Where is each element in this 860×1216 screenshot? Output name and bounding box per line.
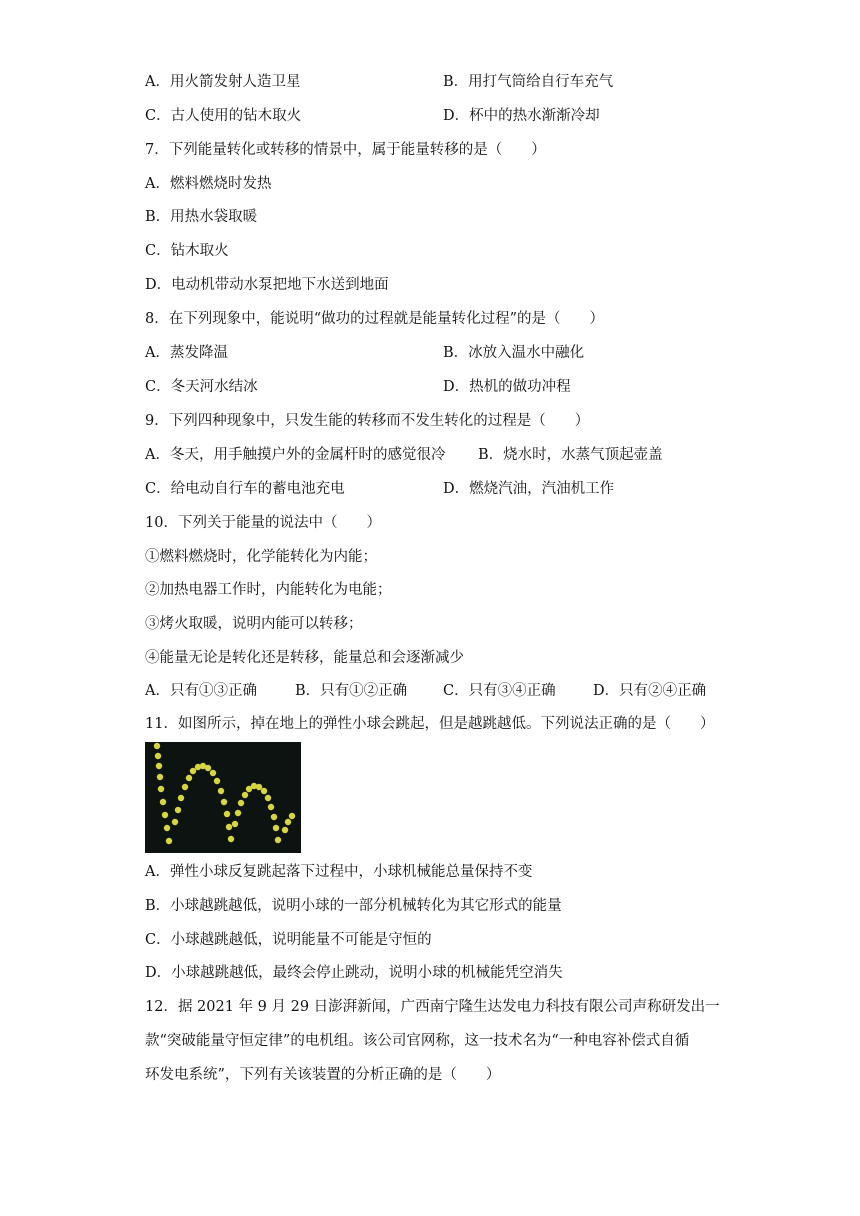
q11-option-c[interactable]: C．小球越跳越低，说明能量不可能是守恒的 bbox=[145, 932, 432, 948]
q10-statement-4: ④能量无论是转化还是转移，能量总和会逐渐减少 bbox=[145, 650, 464, 666]
q8-option-c[interactable]: C．冬天河水结冰 bbox=[145, 379, 258, 395]
q11-option-d[interactable]: D．小球越跳越低，最终会停止跳动，说明小球的机械能凭空消失 bbox=[145, 965, 563, 981]
q10-stem: 10．下列关于能量的说法中（ ） bbox=[145, 515, 381, 531]
q6-option-a[interactable]: A．用火箭发射人造卫星 bbox=[145, 74, 301, 90]
q11-option-a[interactable]: A．弹性小球反复跳起落下过程中，小球机械能总量保持不变 bbox=[145, 864, 533, 880]
q10-option-b[interactable]: B．只有①②正确 bbox=[295, 683, 408, 699]
q7-option-a[interactable]: A．燃料燃烧时发热 bbox=[145, 176, 272, 192]
q10-statement-2: ②加热电器工作时，内能转化为电能； bbox=[145, 582, 392, 598]
q8-option-a[interactable]: A．蒸发降温 bbox=[145, 345, 228, 361]
q7-option-c[interactable]: C．钻木取火 bbox=[145, 243, 229, 259]
q10-option-c[interactable]: C．只有③④正确 bbox=[443, 683, 556, 699]
q8-option-b[interactable]: B．冰放入温水中融化 bbox=[443, 345, 585, 361]
q12-line-2: 款“突破能量守恒定律”的电机组。该公司官网称，这一技术名为“一种电容补偿式自循 bbox=[145, 1033, 690, 1049]
q8-stem: 8．在下列现象中，能说明“做功的过程就是能量转化过程”的是（ ） bbox=[145, 311, 605, 327]
q7-option-b[interactable]: B．用热水袋取暖 bbox=[145, 209, 258, 225]
q10-statement-1: ①燃料燃烧时，化学能转化为内能； bbox=[145, 549, 377, 565]
q9-option-a[interactable]: A．冬天，用手触摸户外的金属杆时的感觉很冷 bbox=[145, 447, 446, 463]
q11-stem: 11．如图所示，掉在地上的弹性小球会跳起，但是越跳越低。下列说法正确的是（ ） bbox=[145, 716, 715, 732]
q7-stem: 7．下列能量转化或转移的情景中，属于能量转移的是（ ） bbox=[145, 142, 546, 158]
q10-statement-3: ③烤火取暖，说明内能可以转移； bbox=[145, 616, 363, 632]
q9-option-b[interactable]: B．烧水时，水蒸气顶起壶盖 bbox=[478, 447, 663, 463]
q12-line-1: 12．据 2021 年 9 月 29 日澎湃新闻，广西南宁隆生达发电力科技有限公司声称研发出一 bbox=[145, 999, 720, 1015]
q7-option-d[interactable]: D．电动机带动水泵把地下水送到地面 bbox=[145, 277, 389, 293]
q6-option-b[interactable]: B．用打气筒给自行车充气 bbox=[443, 74, 614, 90]
q12-line-3: 环发电系统”，下列有关该装置的分析正确的是（ ） bbox=[145, 1067, 501, 1083]
q11-option-b[interactable]: B．小球越跳越低，说明小球的一部分机械转化为其它形式的能量 bbox=[145, 898, 562, 914]
q8-option-d[interactable]: D．热机的做功冲程 bbox=[443, 379, 571, 395]
q9-stem: 9．下列四种现象中，只发生能的转移而不发生转化的过程是（ ） bbox=[145, 413, 590, 429]
q10-option-d[interactable]: D．只有②④正确 bbox=[593, 683, 707, 699]
q9-option-c[interactable]: C．给电动自行车的蓄电池充电 bbox=[145, 481, 345, 497]
q6-option-d[interactable]: D．杯中的热水渐渐冷却 bbox=[443, 108, 600, 124]
bouncing-ball-photo bbox=[145, 742, 301, 853]
bouncing-ball-trail bbox=[145, 742, 301, 853]
q6-option-c[interactable]: C．古人使用的钻木取火 bbox=[145, 108, 302, 124]
q10-option-a[interactable]: A．只有①③正确 bbox=[145, 683, 257, 699]
q9-option-d[interactable]: D．燃烧汽油，汽油机工作 bbox=[443, 481, 615, 497]
